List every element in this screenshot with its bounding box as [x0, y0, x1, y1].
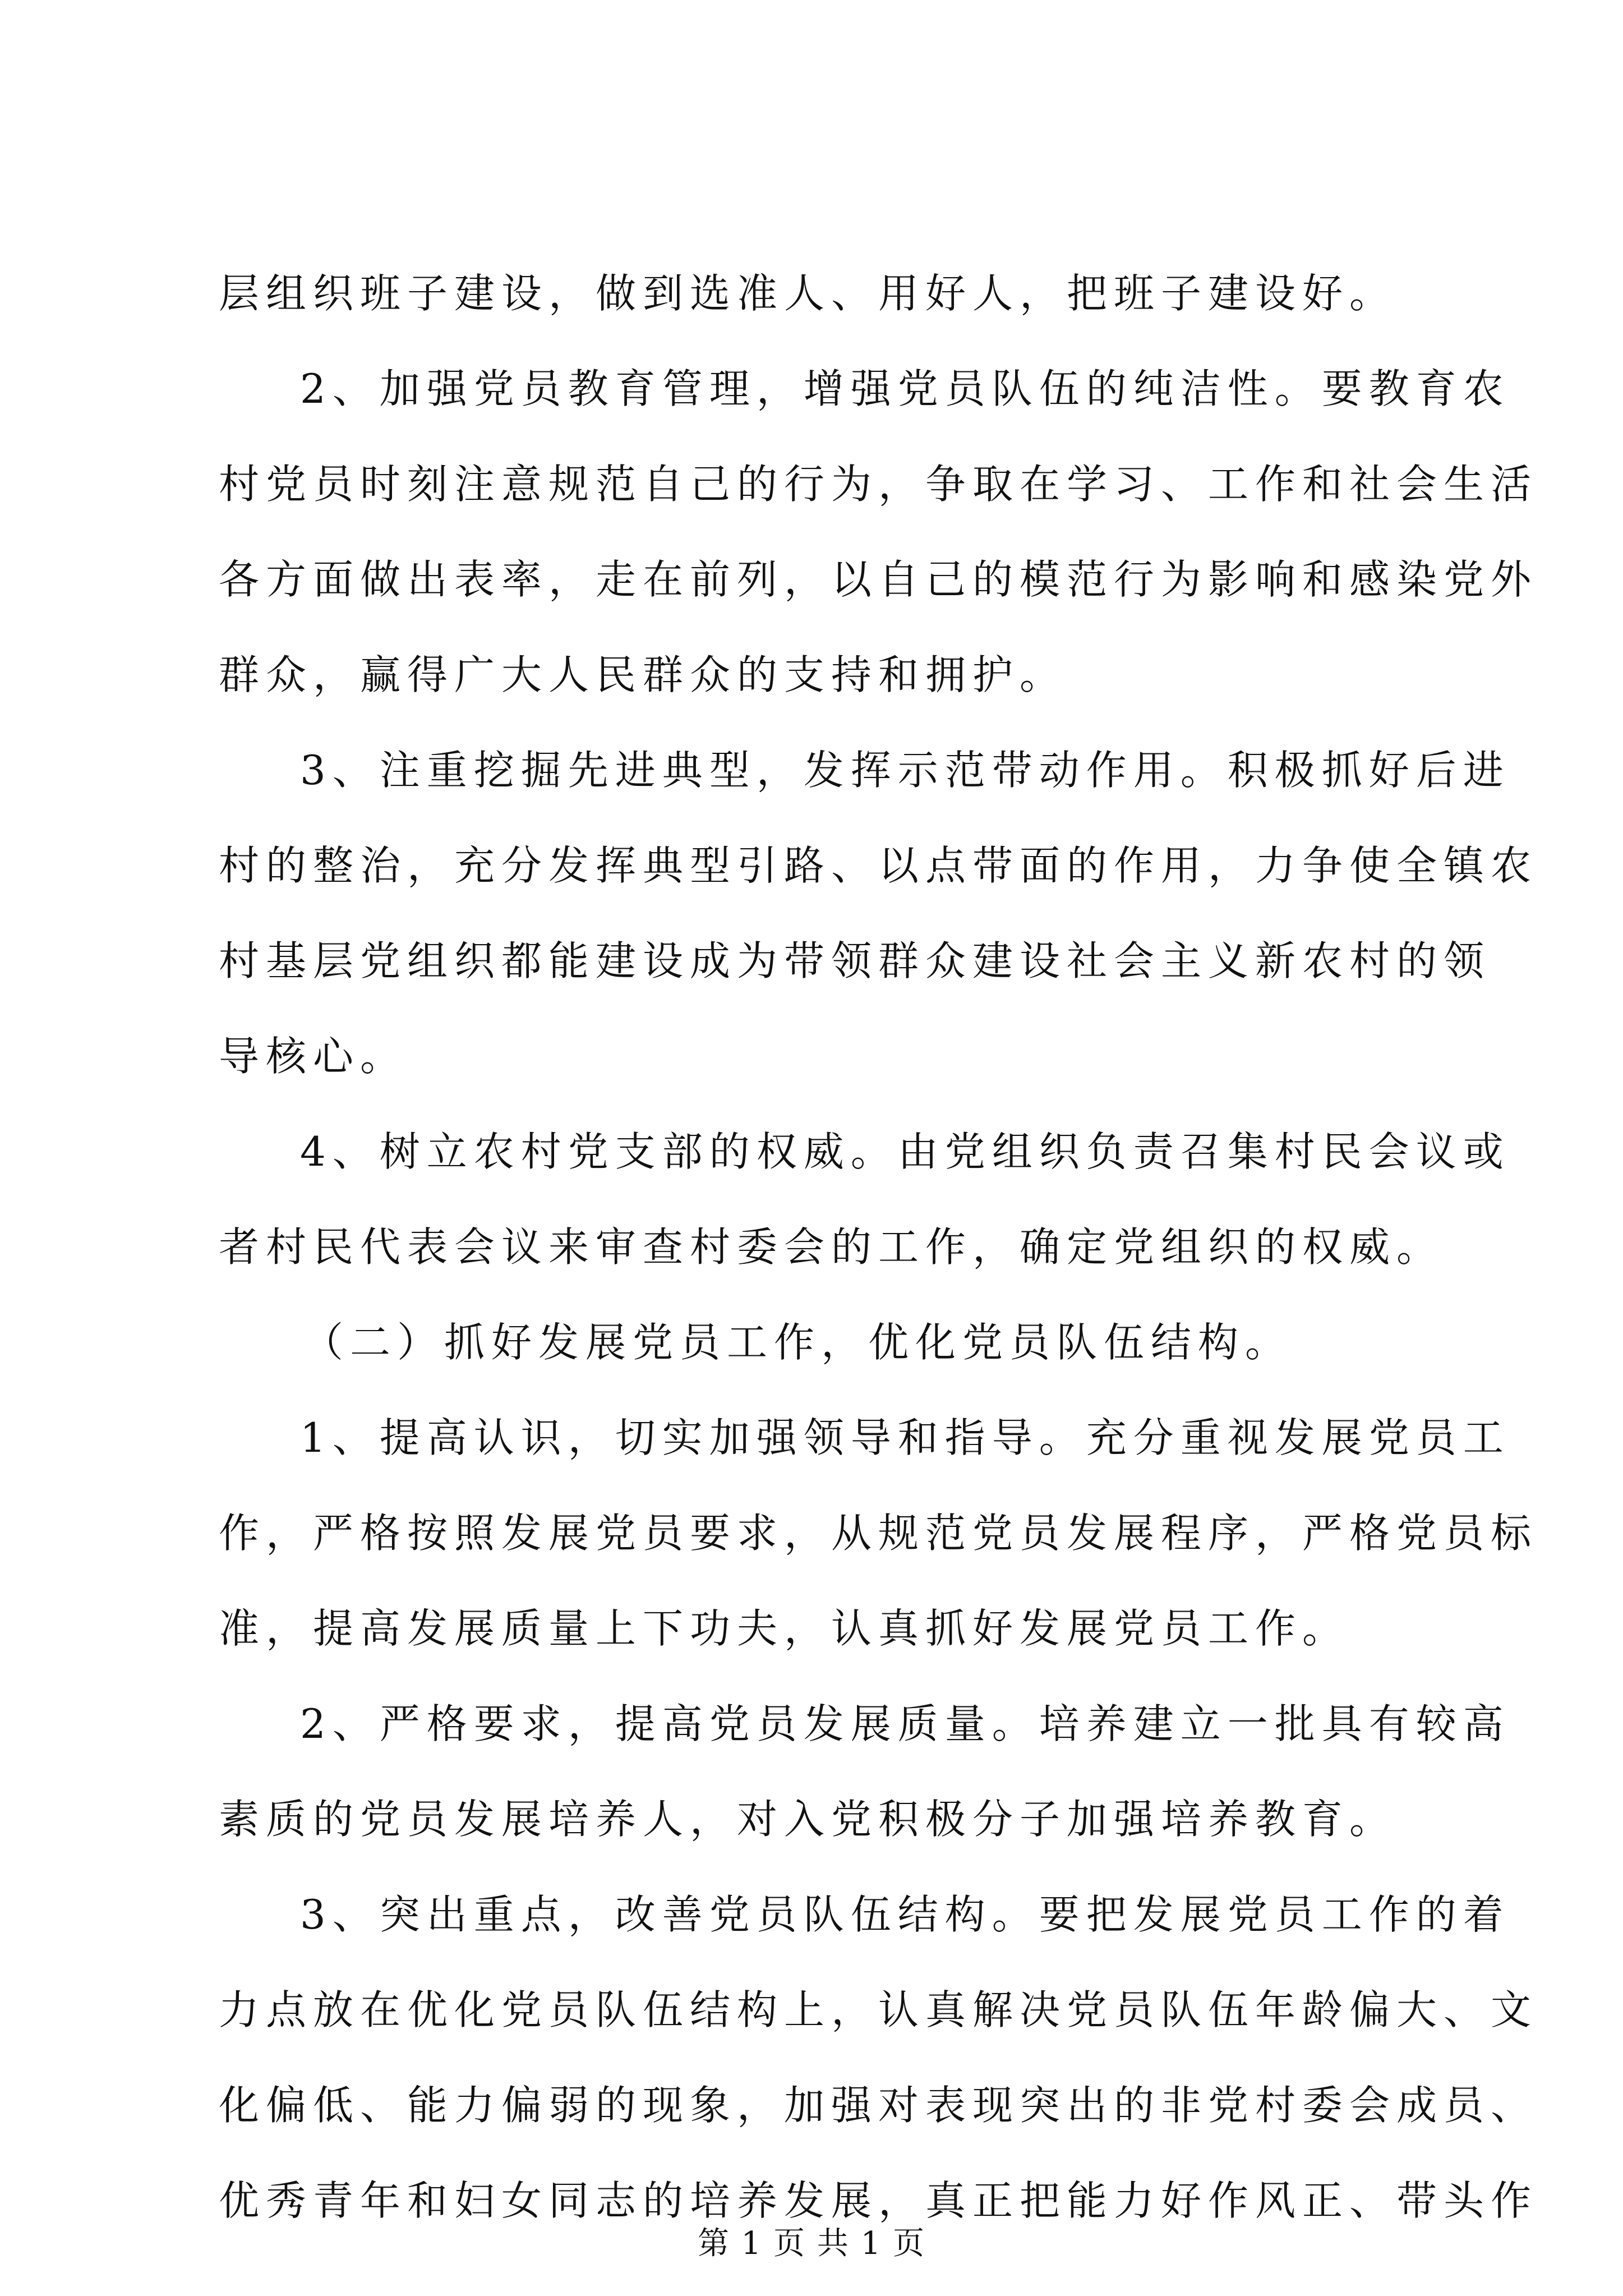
paragraph-line: 村的整治，充分发挥典型引路、以点带面的作用，力争使全镇农	[219, 842, 1538, 889]
paragraph-line: 素质的党员发展培养人，对入党积极分子加强培养教育。	[219, 1796, 1397, 1843]
paragraph-line: 优秀青年和妇女同志的培养发展，真正把能力好作风正、带头作	[219, 2177, 1538, 2224]
paragraph-line: 群众，赢得广大人民群众的支持和拥护。	[219, 651, 1067, 698]
paragraph-line: 力点放在优化党员队伍结构上，认真解决党员队伍年龄偏大、文	[219, 1986, 1538, 2033]
paragraph-line: 各方面做出表率，走在前列，以自己的模范行为影响和感染党外	[219, 556, 1538, 603]
paragraph-line: 者村民代表会议来审查村委会的工作，确定党组织的权威。	[219, 1223, 1444, 1271]
paragraph-line: 村党员时刻注意规范自己的行为，争取在学习、工作和社会生活	[219, 461, 1538, 508]
paragraph-line: 4、树立农村党支部的权威。由党组织负责召集村民会议或	[300, 1128, 1510, 1175]
paragraph-line: 导核心。	[219, 1033, 408, 1080]
paragraph-line: 1、提高认识，切实加强领导和指导。充分重视发展党员工	[300, 1414, 1510, 1461]
paragraph-line: 村基层党组织都能建设成为带领群众建设社会主义新农村的领	[219, 937, 1491, 984]
paragraph-line: 作，严格按照发展党员要求，从规范党员发展程序，严格党员标	[219, 1510, 1538, 1557]
paragraph-line: 3、突出重点，改善党员队伍结构。要把发展党员工作的着	[300, 1891, 1510, 1938]
paragraph-line: 化偏低、能力偏弱的现象，加强对表现突出的非党村委会成员、	[219, 2082, 1538, 2129]
paragraph-line: 层组织班子建设，做到选准人、用好人，把班子建设好。	[219, 270, 1397, 317]
section-heading: （二）抓好发展党员工作，优化党员队伍结构。	[303, 1319, 1293, 1366]
paragraph-line: 2、严格要求，提高党员发展质量。培养建立一批具有较高	[300, 1700, 1510, 1747]
page-number-footer: 第 1 页 共 1 页	[697, 2225, 926, 2262]
paragraph-line: 准，提高发展质量上下功夫，认真抓好发展党员工作。	[219, 1605, 1350, 1652]
paragraph-line: 2、加强党员教育管理，增强党员队伍的纯洁性。要教育农	[300, 365, 1510, 412]
paragraph-line: 3、注重挖掘先进典型，发挥示范带动作用。积极抓好后进	[300, 747, 1510, 794]
